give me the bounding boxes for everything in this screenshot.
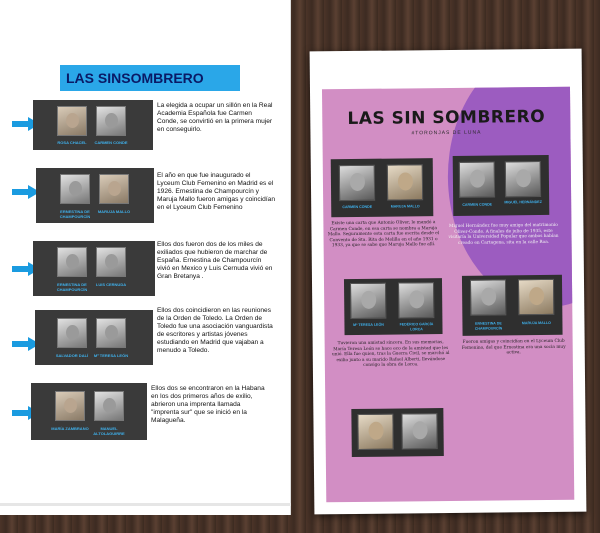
photo-caption: MARÍA ZAMBRANO (51, 426, 89, 431)
poster-title: LAS SIN SOMBRERO (347, 106, 546, 130)
row-description: La elegida a ocupar un sillón en la Real Academia Española fue Carmen Conde, se convirtió en la primera mujer en conseguirlo. (157, 102, 273, 133)
portrait-photo (505, 161, 541, 197)
photo-card (33, 100, 153, 150)
photo-card (31, 383, 147, 440)
photo-caption: ERNESTINA DE CHAMPOURCÍN (474, 321, 503, 331)
document-title: LAS SINSOMBRERO (60, 65, 240, 91)
photo-caption: LUIS CERNUDA (95, 282, 127, 287)
row-description: Ellos dos se encontraron en la Habana en los dos primeros años de exilio, abrieron una imprenta llamada "imprenta sur" que se inició en la Malagueña. (151, 385, 265, 424)
portrait-photo (57, 318, 87, 348)
photo-card (453, 155, 550, 216)
portrait-photo (401, 413, 437, 449)
portrait-photo (459, 162, 495, 198)
photo-caption: SALVADOR DALÍ (55, 353, 89, 358)
photo-caption: ERNESTINA DE CHAMPOURCÍN (59, 209, 91, 219)
portrait-photo (60, 174, 90, 204)
photo-card (36, 168, 154, 223)
photo-card (351, 408, 443, 457)
poster-text: Miguel Hernández fue muy amigo del matrimonio Oliver-Conde. A finales de julio de 1935, este visitaría la Universidad Popular que ambos habían creado en Cartagena, sita en la calle Roa. (448, 222, 559, 246)
portrait-photo (470, 279, 506, 315)
photo-caption: MARUJA MALLO (521, 320, 551, 326)
photo-caption: MANUEL ALTOLAGUIRRE (93, 426, 125, 436)
row-description: Ellos dos fueron dos de los miles de exiliados que hubieron de marchar de España. Ernestina de Champourcín vivió en Mexico y Luis Cernuda vivió en Gran Bretanya . (157, 241, 273, 280)
portrait-photo (339, 165, 375, 201)
portrait-photo (398, 282, 434, 318)
portrait-photo (96, 106, 126, 136)
portrait-photo (57, 247, 87, 277)
portrait-photo (387, 164, 423, 200)
photo-card (462, 275, 563, 336)
row-description: El año en que fue inaugurado el Lyceum Club Femenino en Madrid es el 1926. Ernestina de Champourcín y Maruja Mallo fueron amigas y coincidían en el Lyceum Club Femenino (157, 172, 276, 211)
photo-caption: MARUJA MALLO (97, 209, 131, 214)
photo-caption: Mª TERESA LEÓN (353, 322, 384, 327)
photo-card (331, 158, 434, 217)
photo-caption: MARUJA MALLO (390, 204, 420, 209)
photo-caption: Mª TERESA LEÓN (93, 353, 129, 358)
portrait-photo (350, 283, 386, 319)
poster-subtitle: #TORONJAS DE LUNA (411, 129, 482, 137)
poster-text: Existe una carta que Antonio Oliver, le mandó a Carmen Conde, en esa carta se nombra a Maruja Mallo. Seguramente esta carta fue escrita desde el Convento de Sta. Rita de Melilla en el año 1931 o 1933, ya que se sabe que Maruja Mallo fue allí. (327, 220, 440, 249)
photo-caption: CARMEN CONDE (342, 204, 373, 210)
photo-caption: CARMEN CONDE (94, 140, 128, 145)
portrait-photo (55, 391, 85, 421)
portrait-photo (518, 279, 554, 315)
photo-caption: MIGUEL HERNÁNDEZ (504, 200, 542, 205)
portrait-photo (96, 247, 126, 277)
poster-text: Tuvieron una amistad sincera. En sus memorias, María Teresa León se hace eco de la amistad que les unió. Ella fue quien, tras la Guerra Civil, se marchó al exilio junto a su marido Rafael Alberti, llevándose consigo la obra de Lorca. (331, 340, 450, 369)
photo-caption: ERNESTINA DE CHAMPOURCÍN (56, 282, 88, 292)
photo-card (35, 310, 153, 365)
left-document-page (0, 0, 291, 515)
photo-caption: FEDERICO GARCÍA LORCA (399, 322, 434, 331)
poster-text: Fueron amigas y coincidían en el Lyceum Club Femenino, del que Ernestina era una socia muy activa. (461, 338, 566, 356)
photo-caption: CARMEN CONDE (462, 202, 493, 207)
photo-caption: ROSA CHACEL (57, 140, 87, 145)
portrait-photo (96, 318, 126, 348)
photo-card (344, 278, 443, 335)
portrait-photo (357, 414, 393, 450)
photo-card (33, 241, 155, 296)
portrait-photo (57, 106, 87, 136)
row-description: Ellos dos coincidieron en las reuniones de la Orden de Toledo. La Orden de Toledo fue una asociación vanguardista de escritores y artistas jóvenes estudiando en Madrid que vajaban a menudo a Toledo. (157, 307, 273, 354)
poster-background (322, 87, 574, 503)
poster (310, 49, 587, 515)
portrait-photo (99, 174, 129, 204)
portrait-photo (94, 391, 124, 421)
